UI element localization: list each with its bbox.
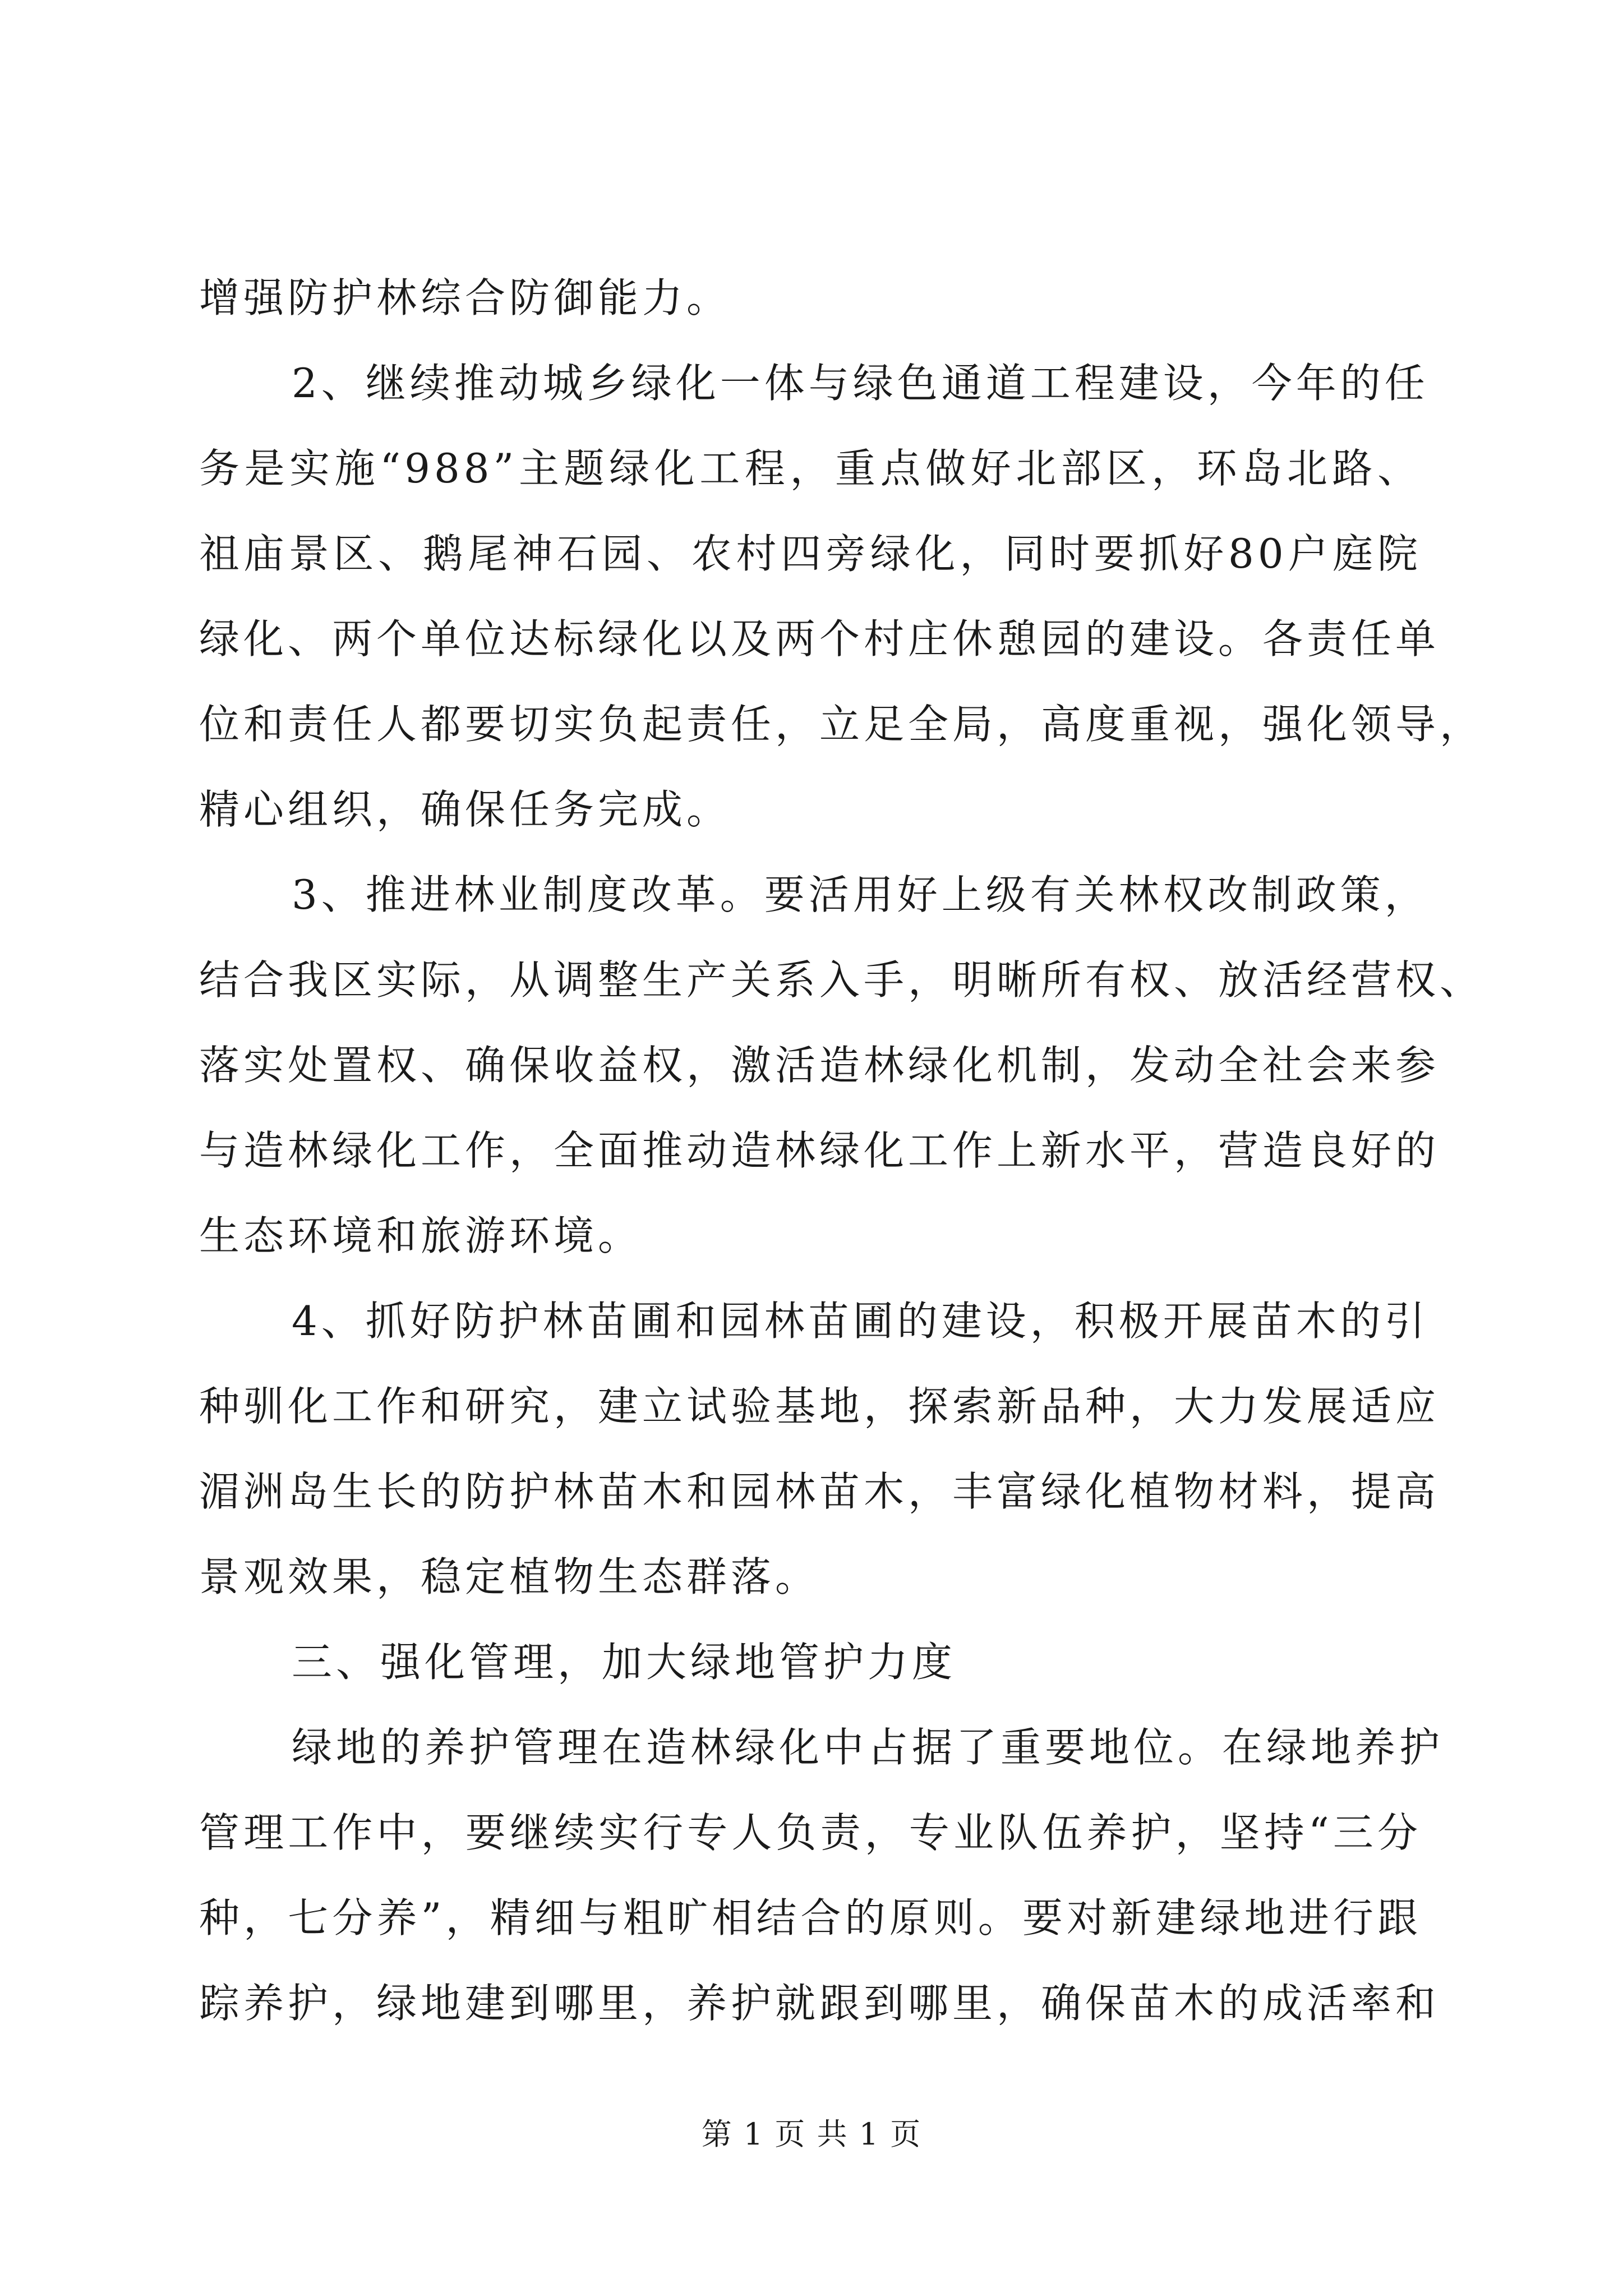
text-line: 绿地的养护管理在造林绿化中占据了重要地位。在绿地养护 (292, 1724, 1444, 1771)
text-line: 种，七分养”，精细与粗旷相结合的原则。要对新建绿地进行跟 (199, 1894, 1422, 1941)
text-line: 4、抓好防护林苗圃和园林苗圃的建设，积极开展苗木的引 (292, 1297, 1429, 1345)
text-line: 与造林绿化工作，全面推动造林绿化工作上新水平，营造良好的 (199, 1127, 1440, 1174)
text-line: 落实处置权、确保收益权，激活造林绿化机制，发动全社会来参 (199, 1042, 1440, 1089)
text-line: 位和责任人都要切实负起责任，立足全局，高度重视，强化领导， (199, 701, 1484, 748)
text-line: 生态环境和旅游环境。 (199, 1212, 643, 1259)
page-footer (0, 2115, 1623, 2154)
text-line: 祖庙景区、鹅尾神石园、农村四旁绿化，同时要抓好80户庭院 (199, 530, 1422, 577)
text-line: 种驯化工作和研究，建立试验基地，探索新品种，大力发展适应 (199, 1383, 1440, 1430)
text-line: 管理工作中，要继续实行专人负责，专业队伍养护，坚持“三分 (199, 1809, 1422, 1856)
text-line: 绿化、两个单位达标绿化以及两个村庄休憩园的建设。各责任单 (199, 615, 1440, 662)
page-number-label: 第 1 页 共 1 页 (701, 2116, 922, 2152)
text-line: 湄洲岛生长的防护林苗木和园林苗木，丰富绿化植物材料，提高 (199, 1468, 1440, 1515)
text-line: 2、继续推动城乡绿化一体与绿色通道工程建设，今年的任 (292, 360, 1429, 407)
text-line: 精心组织，确保任务完成。 (199, 786, 731, 833)
text-line: 增强防护林综合防御能力。 (199, 274, 731, 321)
text-line: 结合我区实际，从调整生产关系入手，明晰所有权、放活经营权、 (199, 956, 1484, 1004)
section-heading: 三、强化管理，加大绿地管护力度 (292, 1639, 957, 1686)
text-line: 务是实施“988”主题绿化工程，重点做好北部区，环岛北路、 (199, 445, 1422, 492)
body-text (199, 255, 1484, 2046)
text-line: 踪养护，绿地建到哪里，养护就跟到哪里，确保苗木的成活率和 (199, 1980, 1440, 2027)
text-line: 3、推进林业制度改革。要活用好上级有关林权改制政策， (292, 871, 1429, 918)
text-line: 景观效果，稳定植物生态群落。 (199, 1553, 820, 1600)
